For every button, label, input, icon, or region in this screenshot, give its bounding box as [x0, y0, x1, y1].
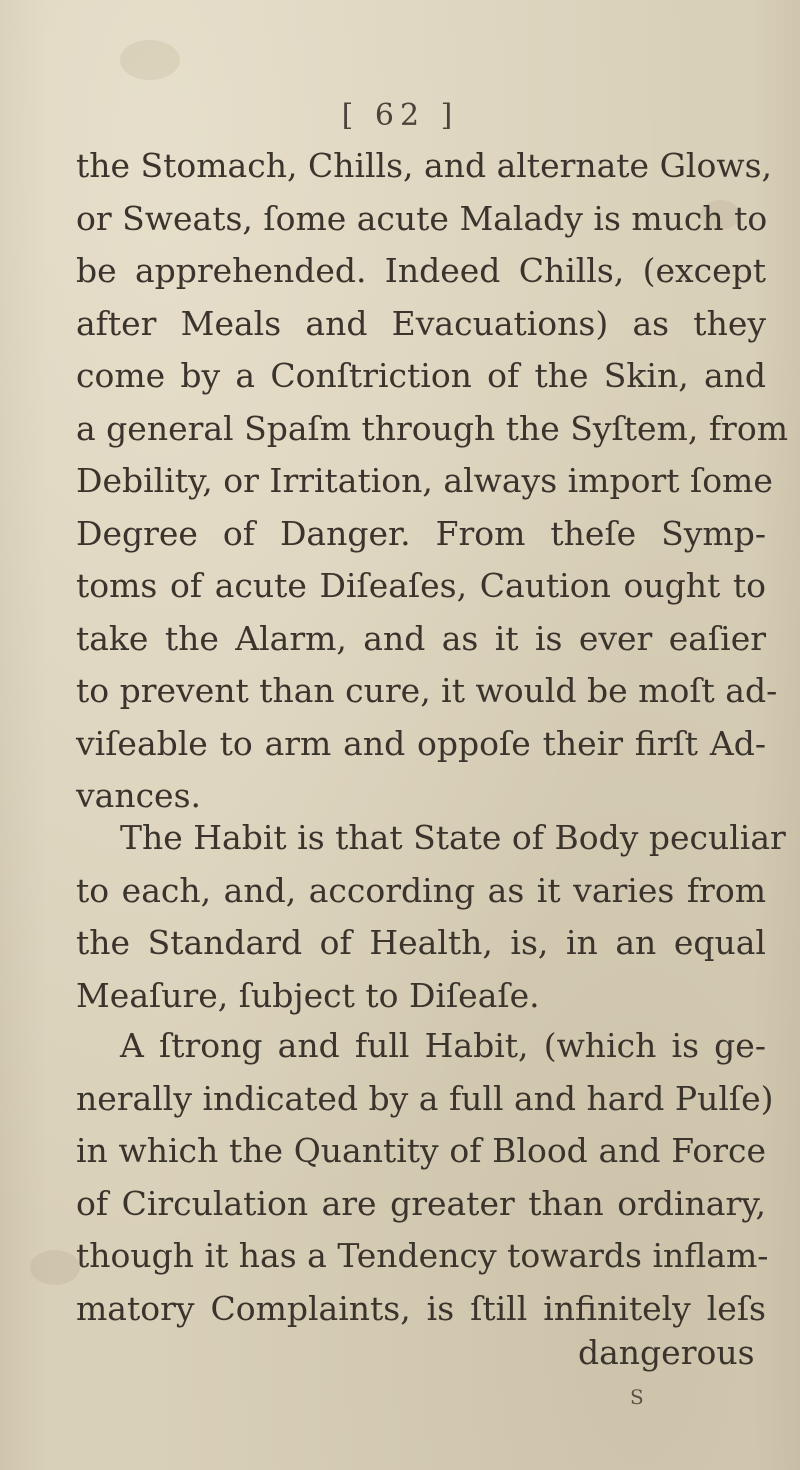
text-line: a general Spaſm through the Syſtem, from [76, 408, 788, 448]
catchword: dangerous [578, 1333, 755, 1372]
text-line: Debility, or Irritation, always import ſome [76, 461, 773, 500]
text-line: nerally indicated by a full and hard Pulſe) [76, 1078, 774, 1118]
text-line: The Habit is that State of Body peculiar [120, 818, 786, 857]
text-line: take the Alarm, and as it is ever eaſier [76, 618, 766, 658]
text-line: the Standard of Health, is, in an equal [76, 923, 766, 962]
text-line: though it has a Tendency towards inflam- [76, 1236, 769, 1275]
text-line: Meaſure, ſubject to Diſeaſe. [76, 975, 540, 1015]
text-line: of Circulation are greater than ordinary, [76, 1183, 766, 1223]
text-line: A ſtrong and full Habit, (which is ge- [120, 1026, 766, 1065]
paragraph-2 [76, 812, 786, 1022]
text-line: come by a Conſtriction of the Skin, and [76, 356, 766, 395]
text-line: matory Complaints, is ſtill infinitely leſs [76, 1288, 766, 1328]
paper-stain [30, 1250, 80, 1285]
text-line: to each, and, according as it varies from [76, 870, 766, 910]
text-line: viſeable to arm and oppoſe their firſt Ad- [76, 723, 766, 763]
text-line: in which the Quantity of Blood and Force [76, 1131, 766, 1170]
text-line: vances. [76, 776, 202, 815]
page-number: [ 62 ] [341, 98, 459, 133]
paragraph-3 [76, 1020, 774, 1335]
text-line: Degree of Danger. From theſe Symp- [76, 513, 766, 553]
text-line: or Sweats, ſome acute Malady is much to [76, 198, 768, 238]
text-line: be apprehended. Indeed Chills, (except [76, 251, 766, 290]
text-line: the Stomach, Chills, and alternate Glows, [76, 146, 773, 185]
text-line: after Meals and Evacuations) as they [76, 303, 766, 343]
text-line: toms of acute Diſeaſes, Caution ought to [76, 566, 766, 605]
signature-mark: S [630, 1385, 644, 1409]
paper-stain [120, 40, 180, 80]
text-line: to prevent than cure, it would be moſt ad- [76, 671, 778, 710]
paragraph-1 [76, 140, 788, 823]
